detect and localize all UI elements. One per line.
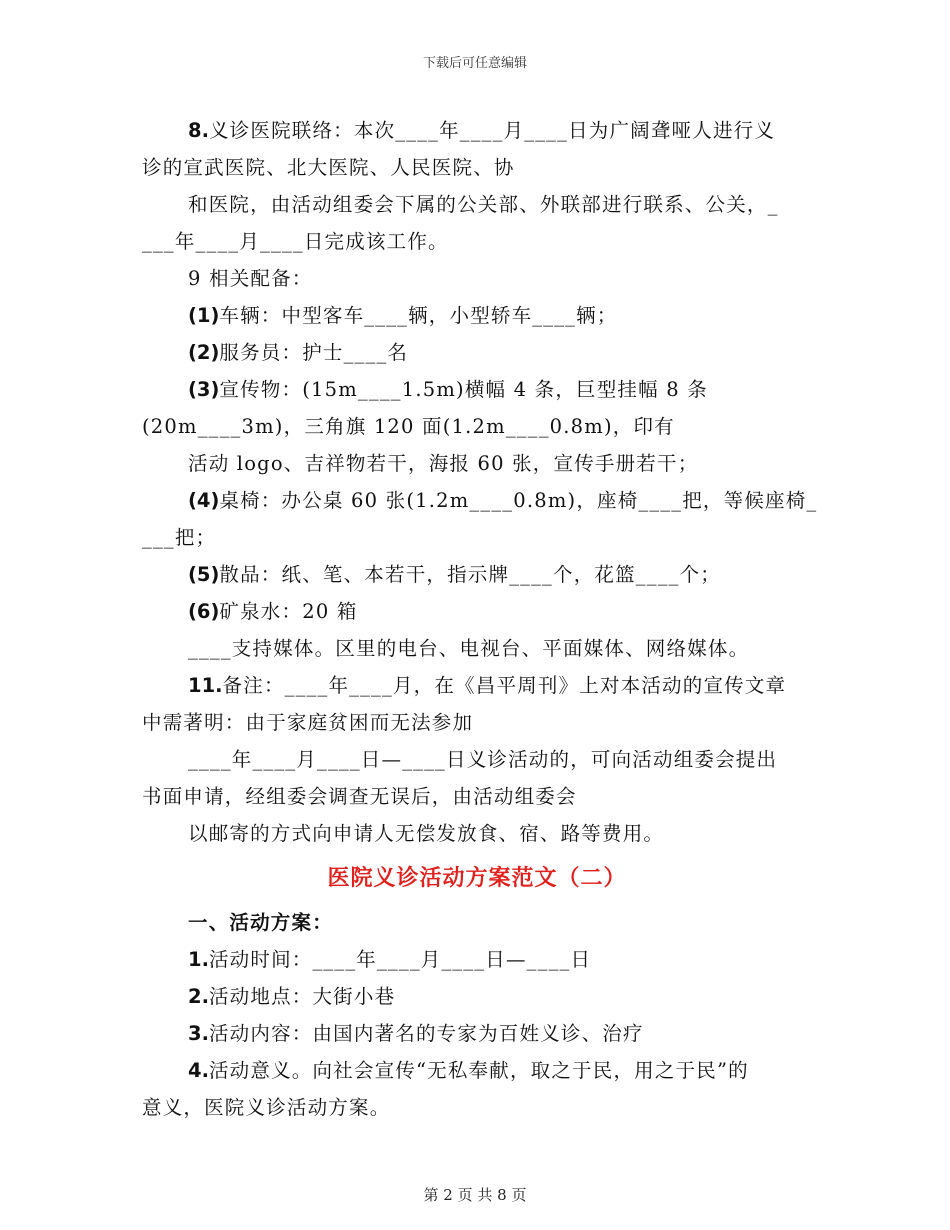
line-text: 车辆：中型客车____辆，小型轿车____辆；: [219, 304, 618, 327]
line-text: 备注：____年____月，在《昌平周刊》上对本活动的宣传文章: [222, 674, 787, 697]
paragraph-line: [142, 593, 812, 630]
paragraph-line: [142, 667, 812, 704]
paragraph-line: [142, 1015, 812, 1052]
line-text: 活动内容：由国内著名的专家为百姓义诊、治疗: [208, 1022, 644, 1045]
paragraph-line: [142, 704, 812, 741]
line-text: 宣传物：(15m____1.5m)横幅 4 条，巨型挂幅 8 条: [219, 378, 708, 401]
line-text: 活动时间：____年____月____日—____日: [208, 948, 592, 971]
line-text: 服务员：护士____名: [219, 341, 409, 364]
document-body: [142, 112, 818, 1126]
paragraph-line: [142, 519, 812, 556]
paragraph-line: [142, 334, 812, 371]
paragraph-line: [142, 297, 812, 334]
paragraph-line: [142, 1089, 812, 1126]
line-text: 9 相关配备：: [188, 267, 313, 290]
paragraph-line: [142, 260, 812, 297]
paragraph-line: [142, 978, 812, 1015]
paragraph-line: [142, 149, 812, 186]
line-text: 活动意义。向社会宣传“无私奉献，取之于民，用之于民”的: [208, 1059, 749, 1082]
paragraph-line: [142, 630, 812, 667]
line-text: 意义，医院义诊活动方案。: [142, 1096, 391, 1119]
item-number: 11.: [188, 674, 223, 697]
line-text: (20m____3m)，三角旗 120 面(1.2m____0.8m)，印有: [142, 415, 675, 438]
item-number: (6): [188, 600, 220, 623]
paragraph-line: [142, 445, 812, 482]
line-text: 活动地点：大街小巷: [208, 985, 396, 1008]
section-heading: [142, 904, 812, 941]
line-text: ___年____月____日完成该工作。: [142, 230, 449, 253]
line-text: 矿泉水：20 箱: [219, 600, 358, 623]
line-text: 义诊医院联络：本次____年____月____日为广阔聋哑人进行义: [208, 119, 776, 142]
line-text: 以邮寄的方式向申请人无偿发放食、宿、路等费用。: [188, 822, 665, 845]
item-number: 2.: [188, 985, 209, 1008]
page-footer: 第 2 页 共 8 页: [423, 1186, 527, 1204]
paragraph-line: [142, 778, 812, 815]
item-number: (1): [188, 304, 220, 327]
item-number: 1.: [188, 948, 209, 971]
line-text: 一、活动方案：: [188, 911, 333, 934]
section-title: 医院义诊活动方案范文（二）: [327, 866, 627, 891]
line-text: 散品：纸、笔、本若干，指示牌____个，花篮____个；: [219, 563, 722, 586]
item-number: 3.: [188, 1022, 209, 1045]
line-text: 书面申请，经组委会调查无误后，由活动组委会: [142, 785, 577, 808]
item-number: (3): [188, 378, 220, 401]
page-header: 下载后可任意编辑: [422, 56, 527, 71]
item-number: (4): [188, 489, 220, 512]
item-number: 4.: [188, 1059, 209, 1082]
paragraph-line: [142, 408, 812, 445]
line-text: 和医院，由活动组委会下属的公关部、外联部进行联系、公关，_: [188, 193, 779, 216]
paragraph-line: [142, 112, 812, 149]
line-text: 活动 logo、吉祥物若干，海报 60 张，宣传手册若干；: [188, 452, 699, 475]
paragraph-line: [142, 815, 812, 852]
line-text: ___把；: [142, 526, 217, 549]
paragraph-line: [142, 186, 812, 223]
paragraph-line: [142, 556, 812, 593]
line-text: ____支持媒体。区里的电台、电视台、平面媒体、网络媒体。: [188, 637, 750, 660]
paragraph-line: [142, 941, 812, 978]
paragraph-line: [142, 1052, 812, 1089]
item-number: 8.: [188, 119, 209, 142]
line-text: 诊的宣武医院、北大医院、人民医院、协: [142, 156, 515, 179]
item-number: (5): [188, 563, 220, 586]
line-text: 中需著明：由于家庭贫困而无法参加: [142, 711, 474, 734]
paragraph-line: [142, 741, 812, 778]
line-text: 桌椅：办公桌 60 张(1.2m____0.8m)，座椅____把，等候座椅_: [219, 489, 818, 512]
item-number: (2): [188, 341, 220, 364]
line-text: ____年____月____日—____日义诊活动的，可向活动组委会提出: [188, 748, 778, 771]
paragraph-line: [142, 371, 812, 408]
paragraph-line: [142, 482, 818, 519]
paragraph-line: [142, 223, 812, 260]
